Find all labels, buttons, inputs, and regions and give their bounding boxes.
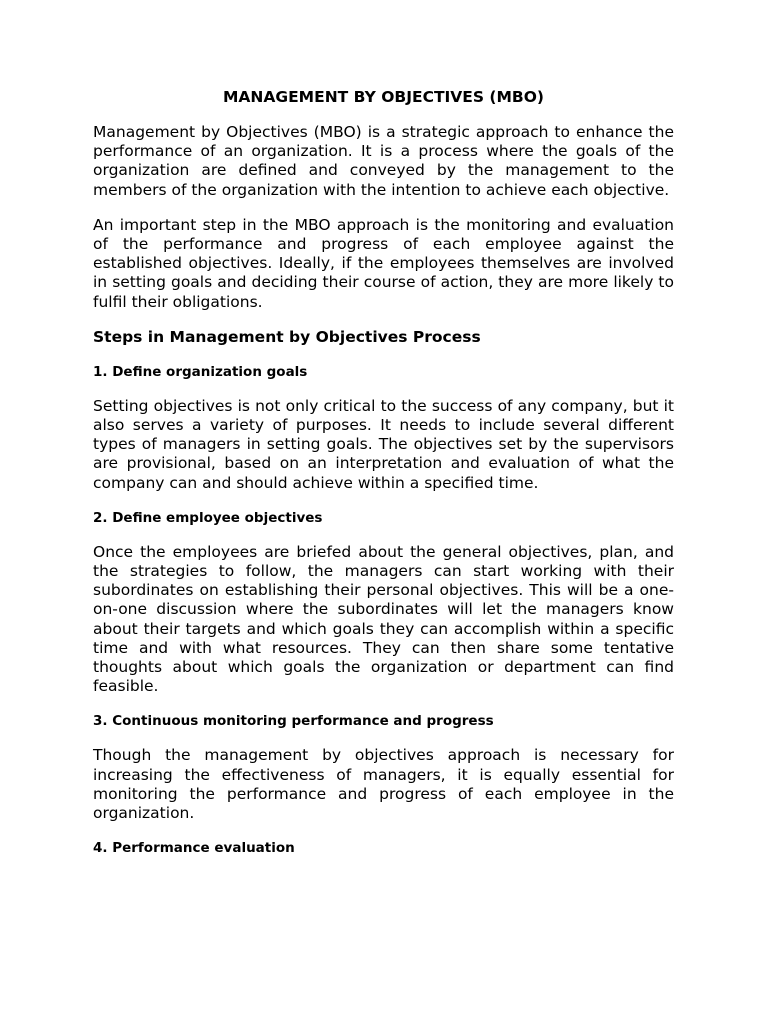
step-heading-2: 2. Define employee objectives: [93, 509, 323, 526]
document-page: [93, 88, 674, 873]
step-heading-3: 3. Continuous monitoring performance and progress: [93, 713, 494, 730]
step-body-1: Setting objectives is not only critical to the success of any company, but it also serves a variety of purposes. It needs to include several different types of managers in setting goals. The objectives set by the supervisors are provisional, based on an interpretation and evaluation of what the company can and should achieve within a specified time.: [93, 396, 674, 492]
intro-paragraph-2: An important step in the MBO approach is the monitoring and evaluation of the performance and progress of each employee against the established objectives. Ideally, if the employees themselves are involved in setting goals and deciding their course of action, they are more likely to fulfil their obligations.: [93, 215, 674, 311]
section-heading: Steps in Management by Objectives Process: [93, 327, 481, 346]
step-body-3: Though the management by objectives approach is necessary for increasing the effectiveness of managers, it is equally essential for monitoring the performance and progress of each employee in the organization.: [93, 746, 674, 823]
step-body-2: Once the employees are briefed about the general objectives, plan, and the strategies to follow, the managers can start working with their subordinates on establishing their personal objectives. This will be a one-on-one discussion where the subordinates will let the managers know about their targets and which goals they can accomplish within a specific time and with what resources. They can then share some tentative thoughts about which goals the organization or department can find feasible.: [93, 542, 674, 696]
step-heading-4: 4. Performance evaluation: [93, 840, 295, 857]
step-heading-1: 1. Define organization goals: [93, 363, 308, 380]
intro-paragraph-1: Management by Objectives (MBO) is a strategic approach to enhance the performance of an organization. It is a process where the goals of the organization are defined and conveyed by the management to the members of the organization with the intention to achieve each objective.: [93, 123, 674, 199]
document-title: MANAGEMENT BY OBJECTIVES (MBO): [222, 88, 545, 106]
